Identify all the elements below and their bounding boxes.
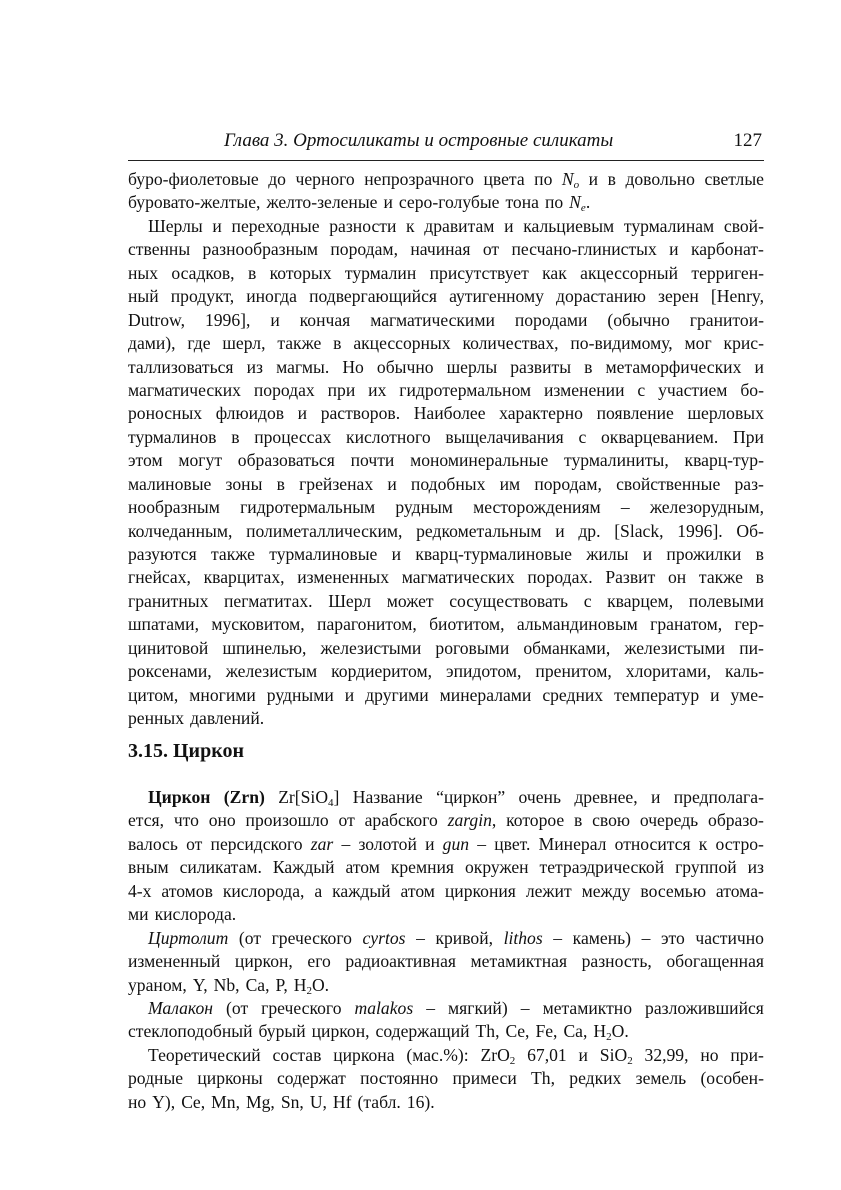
text-line: таллизоваться из магмы. Но обычно шерлы развиты в метаморфических и: [128, 356, 764, 377]
text-line: Шерлы и переходные разности к дравитам и кальциевым турмалинам свой-: [148, 215, 764, 236]
text-line: шпатами, мусковитом, парагонитом, биотитом, альмандиновым гранатом, гер-: [128, 614, 764, 635]
running-title: Глава 3. Ортосиликаты и островные силикаты: [224, 130, 614, 151]
text-line: разуются также турмалиновые и кварц-турмалиновые жилы и прожилки в: [128, 544, 764, 564]
text-line: магматических породах при их гидротермальном изменении с участием бо-: [128, 379, 764, 400]
text-line: буровато-желтые, желто-зеленые и серо-голубые тона по $N_e$.: [128, 192, 591, 215]
text-line: турмалинов в процессах кислотного выщелачивания с окварцеванием. При: [128, 426, 764, 447]
text-line: вным силикатам. Каждый атом кремния окружен тетраэдрической группой из: [128, 857, 764, 878]
text-line: ураном, Y, Nb, Ca, P, $H_2O$.: [128, 974, 330, 997]
page-number: 127: [733, 130, 762, 151]
text-line: гранитных пегматитах. Шерл может сосуществовать с кварцем, полевыми: [128, 590, 764, 611]
text-line: Dutrow, 1996], и кончая магматическими породами (обычно гранитои-: [128, 309, 764, 330]
text-line: измененный циркон, его радиоактивная метамиктная разность, обогащенная: [128, 951, 764, 972]
text-line: Малакон (от греческого malakos – мягкий) – метамиктно разложившийся: [148, 997, 764, 1018]
text-line: ный продукт, иногда подвергающийся аутигенному дорастанию зерен [Henry,: [128, 286, 764, 307]
text-line: гнейсах, кварцитах, измененных магматических породах. Развит он также в: [128, 567, 764, 588]
text-line: ных осадков, в которых турмалин присутствует как акцессорный терриген-: [128, 262, 764, 283]
text-line: Циртолит (от греческого cyrtos – кривой, lithos – камень) – это частично: [148, 927, 764, 948]
text-line: ми кислорода.: [128, 904, 237, 925]
text-line: но Y), Ce, Mn, Mg, Sn, U, Hf (табл. 16).: [128, 1091, 435, 1112]
text-block-zircon: [128, 786, 764, 1114]
text-line: колчеданным, полиметаллическим, редкометальным и др. [Slack, 1996]. Об-: [128, 520, 764, 541]
text-line: стеклоподобный бурый циркон, содержащий Th, Ce, Fe, Ca, $H_2O$.: [128, 1021, 629, 1044]
text-line: роносных флюидов и растворов. Наиболее характерно появление шерловых: [128, 403, 764, 424]
text-line: цитом, многими рудными и другими минералами средних температур и уме-: [128, 684, 764, 705]
text-line: 4-х атомов кислорода, а каждый атом циркония лежит между восемью атома-: [128, 880, 764, 901]
text-line: валось от персидского zar – золотой и gun – цвет. Минерал относится к остро-: [128, 833, 764, 854]
text-line: буро-фиолетовые до черного непрозрачного цвета по $N_o$ и в довольно светлые: [128, 169, 764, 191]
text-line: ренных давлений.: [128, 708, 265, 729]
text-line: ется, что оно произошло от арабского zargin, которое в свою очередь образо-: [128, 810, 764, 831]
text-line: нообразным гидротермальным рудным месторождениям – железорудным,: [128, 497, 764, 518]
text-line: роксенами, железистым кордиеритом, эпидотом, пренитом, хлоритами, каль-: [128, 661, 764, 682]
text-line: малиновые зоны в грейзенах и подобных им породам, свойственные раз-: [128, 473, 764, 494]
text-line: ственны разнообразным породам, начиная от песчано-глинистых и карбонат-: [128, 239, 764, 260]
page-header: [128, 128, 764, 161]
text-line: дами), где шерл, также в акцессорных количествах, по-видимому, мог крис-: [128, 333, 764, 354]
text-line: этом могут образоваться почти мономинеральные турмалиниты, кварц-тур-: [128, 450, 764, 471]
text-line: Циркон (Zrn) Zr[SiO$_4$] Название “циркон” очень древнее, и предполага-: [148, 787, 764, 809]
text-line: родные цирконы содержат постоянно примеси Th, редких земель (особен-: [128, 1068, 764, 1089]
text-block-tourmaline: [128, 168, 764, 731]
text-line: Теоретический состав циркона (мас.%): ZrO$_2$ 67,01 и SiO$_2$ 32,99, но при-: [148, 1044, 764, 1067]
text-line: цинитовой шпинелью, железистыми роговыми обманками, железистыми пи-: [128, 637, 764, 658]
section-heading: 3.15. Циркон: [128, 740, 244, 762]
